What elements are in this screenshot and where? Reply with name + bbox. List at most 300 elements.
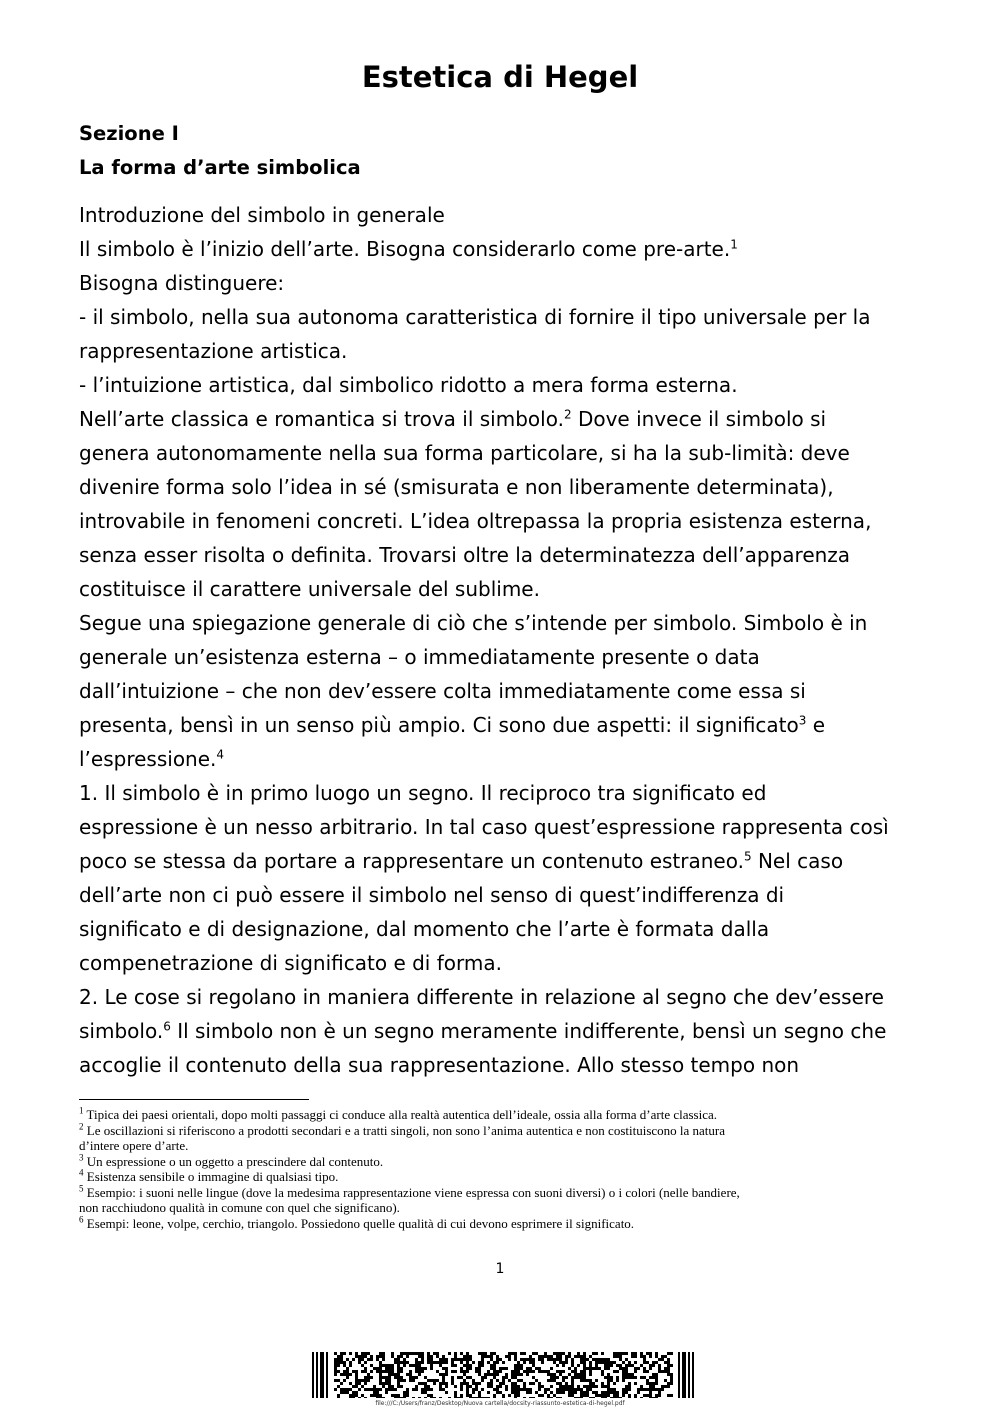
barcode-bar (517, 1373, 520, 1376)
barcode-bar (364, 1367, 367, 1370)
barcode-bar (604, 1391, 607, 1394)
barcode-bar (535, 1379, 538, 1382)
barcode-bar (562, 1379, 565, 1382)
barcode-bar (670, 1373, 673, 1376)
barcode-bar (478, 1364, 481, 1367)
barcode-bar (487, 1361, 490, 1364)
footnote-line (79, 1123, 919, 1139)
barcode-bar (553, 1394, 556, 1397)
barcode-bar (355, 1373, 358, 1376)
barcode-bar (472, 1391, 475, 1394)
barcode-bar (562, 1388, 565, 1391)
barcode-bar (340, 1373, 343, 1376)
barcode-bar (490, 1352, 493, 1355)
barcode-bar (637, 1388, 640, 1391)
barcode-bar (466, 1376, 469, 1379)
barcode-bar (364, 1376, 367, 1379)
barcode-bar (415, 1352, 418, 1355)
barcode-bar (601, 1385, 604, 1388)
barcode-bar (565, 1358, 568, 1361)
barcode-bar (559, 1373, 562, 1376)
barcode-bar (508, 1355, 511, 1358)
barcode-bar (583, 1367, 586, 1370)
barcode-bar (544, 1370, 547, 1373)
barcode-bar (424, 1376, 427, 1379)
barcode-bar (571, 1379, 574, 1382)
barcode-bar (466, 1388, 469, 1391)
footnote-ref: 3 (798, 713, 807, 728)
barcode-bar (655, 1397, 658, 1398)
barcode-bar (337, 1394, 340, 1397)
barcode-bar (664, 1379, 667, 1382)
barcode-bar (412, 1352, 415, 1355)
barcode-bar (364, 1352, 367, 1355)
barcode-bar (400, 1355, 403, 1358)
body-text-segment: senza esser risolta o definita. Trovarsi oltre la determinatezza dell’apparenza (79, 543, 851, 567)
barcode-bar (628, 1382, 631, 1385)
barcode-bar (595, 1364, 598, 1367)
barcode-graphic (312, 1352, 696, 1398)
barcode-bar (667, 1361, 670, 1364)
barcode-bar (550, 1376, 553, 1379)
barcode-bar (589, 1367, 592, 1370)
barcode-bar (658, 1391, 661, 1394)
barcode-bar (460, 1382, 463, 1385)
barcode-bar (388, 1370, 391, 1373)
barcode-bar (643, 1394, 646, 1397)
barcode-bar (589, 1364, 592, 1367)
barcode-bar (337, 1358, 340, 1361)
barcode-bar (625, 1367, 628, 1370)
barcode-bar (684, 1352, 686, 1398)
barcode-bar (493, 1352, 496, 1355)
barcode-bar (541, 1394, 544, 1397)
barcode-bar (376, 1394, 379, 1397)
barcode-bar (574, 1391, 577, 1394)
barcode-bar (692, 1352, 694, 1398)
barcode-bar (670, 1364, 673, 1367)
footnote-line (79, 1138, 919, 1154)
barcode-bar (424, 1397, 427, 1398)
barcode-bar (463, 1358, 466, 1361)
barcode-bar (403, 1394, 406, 1397)
barcode-bar (496, 1355, 499, 1358)
barcode-bar (520, 1364, 523, 1367)
barcode-bar (418, 1352, 421, 1355)
barcode-bar (517, 1385, 520, 1388)
barcode-bar (343, 1364, 346, 1367)
barcode-bar (586, 1379, 589, 1382)
body-text-segment: dell’arte non ci può essere il simbolo nel senso di quest’indifferenza di (79, 883, 785, 907)
barcode-bar (355, 1352, 358, 1355)
barcode-bar (622, 1373, 625, 1376)
barcode-bar (577, 1376, 580, 1379)
barcode-bar (382, 1397, 385, 1398)
barcode-bar (643, 1358, 646, 1361)
barcode-bar (478, 1394, 481, 1397)
barcode-bar (610, 1364, 613, 1367)
barcode-bar (589, 1373, 592, 1376)
barcode-bar (520, 1358, 523, 1361)
barcode-bar (538, 1355, 541, 1358)
barcode-bar (478, 1370, 481, 1373)
body-text-segment: dall’intuizione – che non dev’essere colta immediatamente come essa si (79, 679, 806, 703)
footnote-number: 6 (79, 1214, 84, 1225)
barcode-bar (574, 1355, 577, 1358)
barcode-bar (601, 1370, 604, 1373)
body-text-segment: Dove invece il simbolo si (571, 407, 827, 431)
barcode-bar (562, 1370, 565, 1373)
barcode-bar (571, 1370, 574, 1373)
barcode-bar (334, 1361, 337, 1364)
barcode-bar (502, 1367, 505, 1370)
barcode-bar (490, 1358, 493, 1361)
barcode-bar (364, 1361, 367, 1364)
body-line (79, 878, 929, 912)
barcode-bar (559, 1355, 562, 1358)
barcode-bar (397, 1355, 400, 1358)
barcode-bar (454, 1385, 457, 1388)
barcode-bar (400, 1385, 403, 1388)
barcode-bar (415, 1367, 418, 1370)
barcode-bar (574, 1373, 577, 1376)
barcode-bar (577, 1373, 580, 1376)
barcode-bar (655, 1352, 658, 1355)
barcode-bar (472, 1388, 475, 1391)
barcode-bar (367, 1373, 370, 1376)
barcode-bar (532, 1358, 535, 1361)
body-line (79, 266, 929, 300)
barcode-bar (634, 1397, 637, 1398)
barcode-bar (541, 1385, 544, 1388)
barcode-bar (373, 1367, 376, 1370)
barcode-bar (514, 1352, 517, 1355)
barcode-bar (481, 1364, 484, 1367)
barcode-bar (601, 1373, 604, 1376)
barcode-bar (469, 1355, 472, 1358)
barcode-bar (379, 1394, 382, 1397)
barcode-bar (445, 1367, 448, 1370)
barcode-bar (397, 1382, 400, 1385)
barcode-bar (688, 1352, 690, 1398)
barcode-bar (457, 1376, 460, 1379)
barcode-bar (628, 1361, 631, 1364)
body-text-segment: generale un’esistenza esterna – o immediatamente presente o data (79, 645, 760, 669)
barcode-bar (346, 1358, 349, 1361)
barcode-bar (667, 1382, 670, 1385)
barcode-bar (574, 1388, 577, 1391)
barcode-bar (343, 1391, 346, 1394)
barcode-bar (559, 1358, 562, 1361)
barcode-bar (583, 1361, 586, 1364)
body-line (79, 300, 929, 334)
barcode-bar (460, 1370, 463, 1373)
barcode-bar (487, 1373, 490, 1376)
barcode-bar (361, 1370, 364, 1373)
barcode-bar (670, 1376, 673, 1379)
barcode-bar (439, 1388, 442, 1391)
barcode-bar (616, 1370, 619, 1373)
barcode-bar (457, 1397, 460, 1398)
barcode-bar (577, 1364, 580, 1367)
barcode-bar (478, 1391, 481, 1394)
barcode-bar (442, 1388, 445, 1391)
footnote-text: Le oscillazioni si riferiscono a prodotti secondari e a tratti singoli, non sono l’anima autentica e non costituiscono la natura (86, 1122, 726, 1138)
barcode-bar (445, 1382, 448, 1385)
barcode-bar (505, 1388, 508, 1391)
barcode-bar (430, 1364, 433, 1367)
barcode-bar (553, 1352, 556, 1355)
barcode-bar (442, 1355, 445, 1358)
barcode-bar (496, 1388, 499, 1391)
barcode-bar (334, 1352, 337, 1355)
barcode-bar (634, 1367, 637, 1370)
barcode-bar (538, 1394, 541, 1397)
barcode-bar (502, 1382, 505, 1385)
barcode-bar (556, 1391, 559, 1394)
barcode-bar (466, 1358, 469, 1361)
barcode-bar (526, 1373, 529, 1376)
barcode-bar (586, 1358, 589, 1361)
barcode-bar (406, 1355, 409, 1358)
barcode-bar (448, 1397, 451, 1398)
barcode-bar (442, 1376, 445, 1379)
barcode-bar (616, 1379, 619, 1382)
barcode-bar (403, 1379, 406, 1382)
barcode-bar (532, 1364, 535, 1367)
barcode-bar (469, 1358, 472, 1361)
barcode-bar (397, 1376, 400, 1379)
barcode-bar (574, 1370, 577, 1373)
barcode-bar (580, 1376, 583, 1379)
barcode-bar (376, 1358, 379, 1361)
barcode-bar (445, 1391, 448, 1394)
barcode-bar (340, 1355, 343, 1358)
barcode-bar (571, 1382, 574, 1385)
barcode-bar (517, 1367, 520, 1370)
barcode-bar (622, 1376, 625, 1379)
barcode-bar (418, 1364, 421, 1367)
body-line (79, 742, 929, 776)
barcode-bar (595, 1361, 598, 1364)
barcode-bar (370, 1358, 373, 1361)
barcode-bar (628, 1373, 631, 1376)
barcode-bar (484, 1376, 487, 1379)
barcode-bar (385, 1376, 388, 1379)
barcode-bar (523, 1352, 526, 1355)
barcode-bar (646, 1352, 649, 1355)
barcode-bar (553, 1361, 556, 1364)
barcode-bar (628, 1388, 631, 1391)
barcode-bar (544, 1352, 547, 1355)
barcode-bar (400, 1370, 403, 1373)
barcode-bar (607, 1364, 610, 1367)
section-title: La forma d’arte simbolica (79, 156, 361, 179)
barcode-bar (517, 1379, 520, 1382)
barcode-bar (466, 1394, 469, 1397)
barcode-bar (490, 1385, 493, 1388)
barcode-bar (529, 1355, 532, 1358)
barcode-bar (463, 1379, 466, 1382)
body-text-segment: introvabile in fenomeni concreti. L’idea oltrepassa la propria esistenza esterna, (79, 509, 872, 533)
barcode-bar (391, 1364, 394, 1367)
barcode-bar (388, 1382, 391, 1385)
barcode-bar (481, 1388, 484, 1391)
barcode-bar (379, 1367, 382, 1370)
barcode-bar (388, 1388, 391, 1391)
barcode-bar (532, 1361, 535, 1364)
body-text-segment: poco se stessa da portare a rappresentare un contenuto estraneo. (79, 849, 744, 873)
barcode-bar (607, 1379, 610, 1382)
barcode-bar (574, 1376, 577, 1379)
barcode-bar (625, 1376, 628, 1379)
footnote-ref: 6 (163, 1019, 171, 1034)
barcode-bar (427, 1379, 430, 1382)
barcode-bar (523, 1358, 526, 1361)
barcode-bar (481, 1358, 484, 1361)
barcode-bar (430, 1388, 433, 1391)
barcode-bar (601, 1361, 604, 1364)
barcode-bar (418, 1370, 421, 1373)
barcode-bar (484, 1397, 487, 1398)
barcode-bar (625, 1352, 628, 1355)
body-line (79, 334, 929, 368)
barcode-bar (451, 1379, 454, 1382)
barcode-bar (580, 1355, 583, 1358)
barcode-bar (583, 1394, 586, 1397)
barcode-bar (424, 1367, 427, 1370)
barcode-bar (556, 1382, 559, 1385)
barcode-bar (532, 1397, 535, 1398)
barcode-bar (601, 1352, 604, 1355)
barcode-bar (421, 1388, 424, 1391)
barcode-bar (355, 1376, 358, 1379)
barcode-bar (469, 1397, 472, 1398)
barcode-bar (343, 1379, 346, 1382)
barcode-bar (658, 1364, 661, 1367)
barcode-bar (538, 1382, 541, 1385)
barcode-bar (613, 1355, 616, 1358)
body-text-segment: genera autonomamente nella sua forma particolare, si ha la sub-limità: deve (79, 441, 850, 465)
barcode-bar (334, 1388, 337, 1391)
barcode-bar (343, 1352, 346, 1355)
barcode-bar (547, 1394, 550, 1397)
body-line (79, 912, 929, 946)
barcode-bar (514, 1373, 517, 1376)
barcode-bar (346, 1367, 349, 1370)
barcode-bar (397, 1394, 400, 1397)
barcode-bar (409, 1376, 412, 1379)
barcode-bar (418, 1373, 421, 1376)
barcode-bar (631, 1364, 634, 1367)
barcode-bar (538, 1388, 541, 1391)
barcode-bar (403, 1361, 406, 1364)
barcode-bar (514, 1364, 517, 1367)
barcode-bar (559, 1352, 562, 1355)
barcode-bar (376, 1391, 379, 1394)
barcode-bar (337, 1364, 340, 1367)
barcode-bar (439, 1361, 442, 1364)
barcode-bar (610, 1397, 613, 1398)
barcode-bar (397, 1367, 400, 1370)
barcode-bar (320, 1352, 322, 1398)
barcode-bar (520, 1367, 523, 1370)
body-line (79, 708, 929, 742)
body-line (79, 232, 929, 266)
barcode-bar (505, 1367, 508, 1370)
barcode-bar (385, 1370, 388, 1373)
barcode-bar (463, 1382, 466, 1385)
barcode-bar (523, 1397, 526, 1398)
barcode-bar (478, 1361, 481, 1364)
barcode-bar (592, 1391, 595, 1394)
barcode-bar (385, 1364, 388, 1367)
barcode-bar (391, 1394, 394, 1397)
barcode-bar (643, 1370, 646, 1373)
barcode-bar (598, 1367, 601, 1370)
barcode-bar (592, 1358, 595, 1361)
barcode-bar (340, 1361, 343, 1364)
barcode-bar (499, 1367, 502, 1370)
barcode-bar (649, 1388, 652, 1391)
barcode-bar (553, 1379, 556, 1382)
barcode-bar (400, 1352, 403, 1355)
barcode-bar (418, 1361, 421, 1364)
barcode-bar (541, 1361, 544, 1364)
barcode-bar (628, 1394, 631, 1397)
body-text-segment: - l’intuizione artistica, dal simbolico ridotto a mera forma esterna. (79, 373, 738, 397)
barcode-bar (667, 1367, 670, 1370)
barcode-bar (385, 1388, 388, 1391)
barcode-bar (472, 1361, 475, 1364)
barcode-bar (529, 1361, 532, 1364)
barcode-bar (379, 1370, 382, 1373)
footnote-line (79, 1200, 919, 1216)
body-text-segment: Il simbolo non è un segno meramente indifferente, bensì un segno che (170, 1019, 887, 1043)
barcode-bar (376, 1388, 379, 1391)
barcode-bar (628, 1385, 631, 1388)
barcode-bar (409, 1373, 412, 1376)
footnote-separator (79, 1099, 309, 1100)
barcode-bar (541, 1355, 544, 1358)
barcode-bar (640, 1376, 643, 1379)
barcode-bar (445, 1385, 448, 1388)
barcode-bar (493, 1373, 496, 1376)
barcode-bar (640, 1388, 643, 1391)
barcode-bar (397, 1379, 400, 1382)
body-text-segment: e (806, 713, 826, 737)
barcode-bar (358, 1397, 361, 1398)
barcode-bar (514, 1397, 517, 1398)
barcode-bar (586, 1391, 589, 1394)
barcode-bar (613, 1394, 616, 1397)
barcode-bar (619, 1364, 622, 1367)
barcode-bar (529, 1358, 532, 1361)
footnote-number: 4 (79, 1167, 84, 1178)
barcode-bar (445, 1361, 448, 1364)
body-line (79, 980, 929, 1014)
barcode-bar (487, 1397, 490, 1398)
barcode-bar (619, 1367, 622, 1370)
barcode-bar (544, 1355, 547, 1358)
barcode-bar (403, 1397, 406, 1398)
barcode-bar (649, 1355, 652, 1358)
barcode-bar (391, 1355, 394, 1358)
barcode-bar (625, 1364, 628, 1367)
barcode-bar (658, 1370, 661, 1373)
barcode-bar (442, 1382, 445, 1385)
body-text-segment: 1. Il simbolo è in primo luogo un segno. Il reciproco tra significato ed (79, 781, 767, 805)
